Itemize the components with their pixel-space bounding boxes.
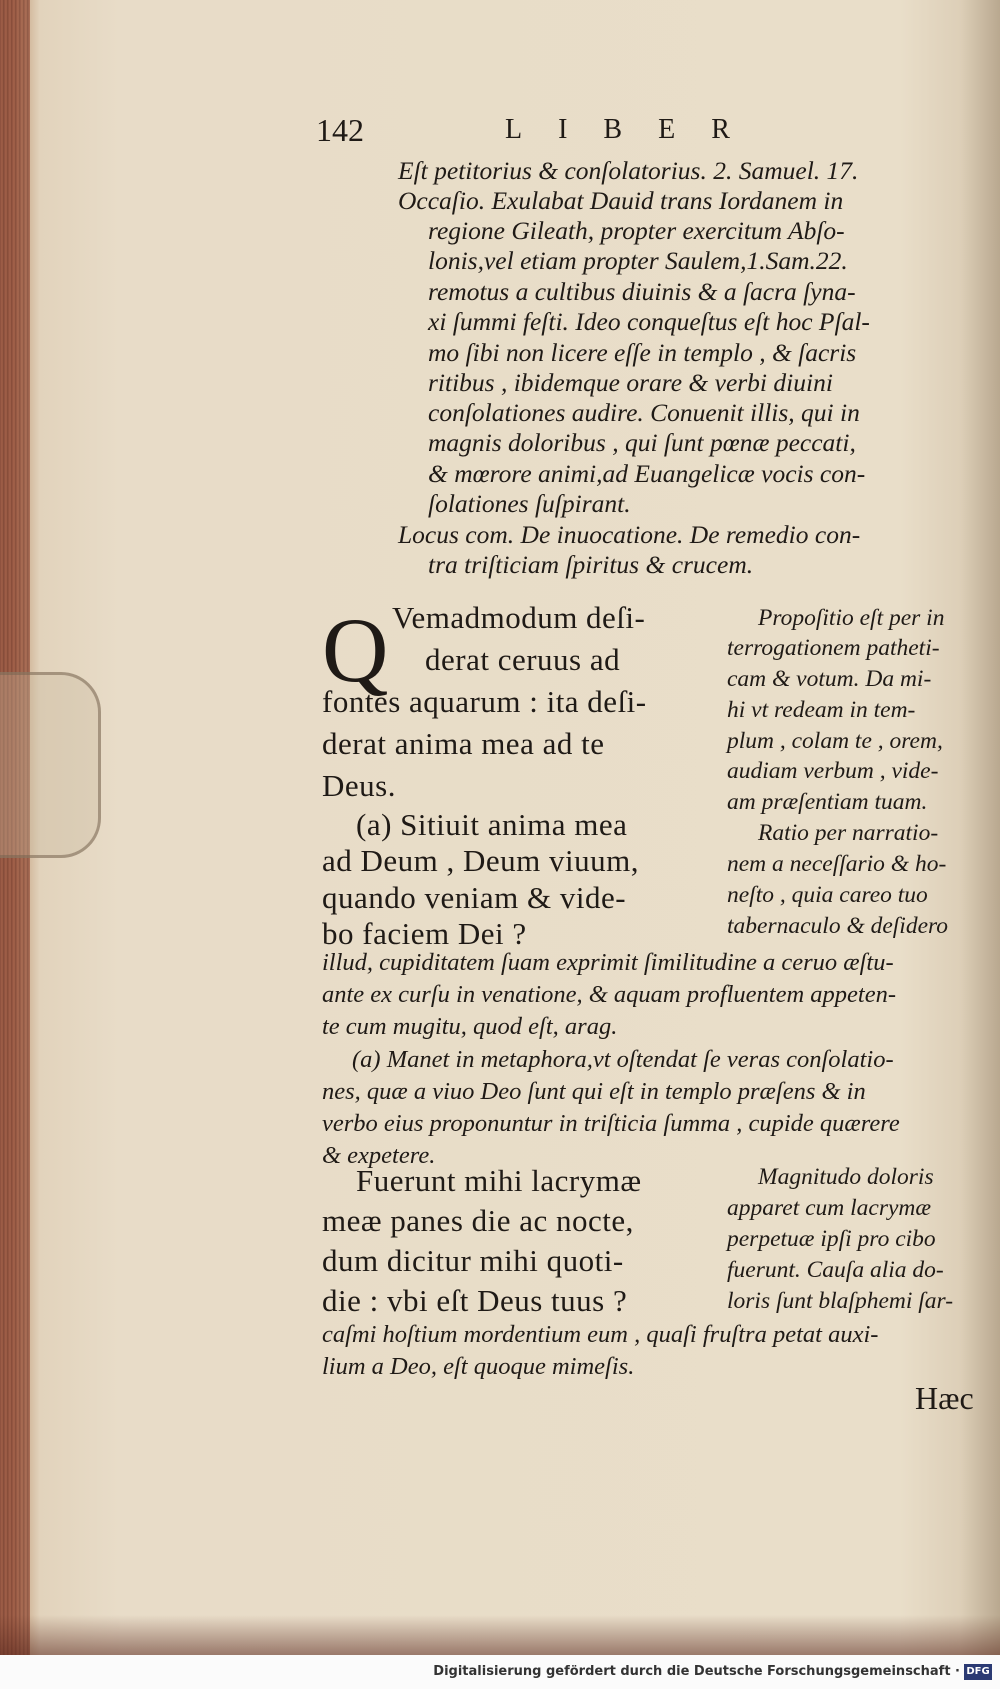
note-line: lium a Deo, eſt quoque mimeſis. bbox=[322, 1353, 635, 1380]
footer-credit: Digitalisierung gefördert durch die Deutsche Forschungsgemeinschaft · bbox=[433, 1664, 960, 1679]
intro-line: mo ſibi non licere eſſe in templo , & ſacris bbox=[428, 338, 857, 367]
verse-line: Deus. bbox=[322, 768, 396, 803]
verse-line: quando veniam & vide- bbox=[322, 880, 627, 915]
intro-line: xi ſummi feſti. Ideo conqueſtus eſt hoc Pſal- bbox=[428, 307, 870, 336]
intro-line: magnis doloribus , qui ſunt pœnæ peccati, bbox=[428, 428, 856, 457]
note-line: caſmi hoſtium mordentium eum , quaſi fruſtra petat auxi- bbox=[322, 1321, 879, 1348]
verse-line: meæ panes die ac nocte, bbox=[322, 1203, 634, 1238]
running-head: LIBER bbox=[505, 114, 766, 145]
margin-line: apparet cum lacrymæ bbox=[727, 1195, 932, 1221]
page-number: 142 bbox=[316, 112, 364, 148]
margin-line: plum , colam te , orem, bbox=[727, 728, 943, 754]
intro-line: Locus com. De inuocatione. De remedio con- bbox=[398, 520, 861, 549]
margin-line: cam & votum. Da mi- bbox=[727, 666, 932, 692]
note-line: & expetere. bbox=[322, 1142, 436, 1169]
verse-line: derat ceruus ad bbox=[425, 642, 621, 677]
intro-line: conſolationes audire. Conuenit illis, qui in bbox=[428, 398, 860, 427]
margin-line: Magnitudo doloris bbox=[758, 1164, 934, 1190]
margin-line: nem a neceſſario & ho- bbox=[727, 851, 947, 877]
margin-line: am præſentiam tuam. bbox=[727, 789, 928, 815]
verse-line: derat anima mea ad te bbox=[322, 726, 605, 761]
margin-line: Propoſitio eſt per in bbox=[758, 605, 945, 631]
page-bottom-shadow bbox=[0, 1615, 1000, 1655]
note-line: (a) Manet in metaphora,vt oſtendat ſe veras conſolatio- bbox=[352, 1046, 894, 1073]
verse-line: ad Deum , Deum viuum, bbox=[322, 843, 640, 878]
margin-line: terrogationem patheti- bbox=[727, 635, 940, 661]
intro-line: & mœrore animi,ad Euangelicæ vocis con- bbox=[428, 459, 866, 488]
digitization-footer bbox=[0, 1655, 1000, 1689]
verse-line: (a) Sitiuit anima mea bbox=[356, 807, 628, 842]
margin-line: Ratio per narratio- bbox=[758, 820, 939, 846]
drop-cap: Q bbox=[322, 599, 389, 701]
note-line: nes, quæ a viuo Deo ſunt qui eſt in templo præſens & in bbox=[322, 1078, 866, 1105]
catchword: Hæc bbox=[915, 1380, 974, 1416]
verse-line: dum dicitur mihi quoti- bbox=[322, 1243, 624, 1278]
verse-line: Fuerunt mihi lacrymæ bbox=[356, 1163, 642, 1198]
book-clasp bbox=[0, 672, 101, 858]
verse-line: fontes aquarum : ita deſi- bbox=[322, 684, 647, 719]
intro-line: Occaſio. Exulabat Dauid trans Iordanem in bbox=[398, 186, 844, 215]
note-line: illud, cupiditatem ſuam exprimit ſimilitudine a ceruo æſtu- bbox=[322, 949, 894, 976]
note-line: ante ex curſu in venatione, & aquam profluentem appeten- bbox=[322, 981, 897, 1008]
intro-line: ritibus , ibidemque orare & verbi diuini bbox=[428, 368, 833, 397]
margin-line: neſto , quia careo tuo bbox=[727, 882, 928, 908]
margin-line: loris ſunt blaſphemi ſar- bbox=[727, 1288, 954, 1314]
intro-line: tra triſticiam ſpiritus & crucem. bbox=[428, 550, 754, 579]
margin-line: tabernaculo & deſidero bbox=[727, 913, 949, 939]
margin-line: perpetuæ ipſi pro cibo bbox=[727, 1226, 936, 1252]
verse-line: die : vbi eſt Deus tuus ? bbox=[322, 1283, 628, 1318]
intro-line: ſolationes ſuſpirant. bbox=[428, 489, 631, 518]
verse-line: Vemadmodum deſi- bbox=[392, 600, 646, 635]
intro-line: regione Gileath, propter exercitum Abſo- bbox=[428, 216, 845, 245]
intro-line: lonis,vel etiam propter Saulem,1.Sam.22. bbox=[428, 246, 848, 275]
intro-line: remotus a cultibus diuinis & a ſacra ſyna- bbox=[428, 277, 856, 306]
intro-line: Eſt petitorius & conſolatorius. 2. Samuel. 17. bbox=[398, 156, 859, 185]
margin-line: audiam verbum , vide- bbox=[727, 758, 939, 784]
note-line: verbo eius proponuntur in triſticia ſumma , cupide quærere bbox=[322, 1110, 900, 1137]
margin-line: hi vt redeam in tem- bbox=[727, 697, 916, 723]
dfg-logo-icon: DFG bbox=[964, 1664, 992, 1680]
margin-line: fuerunt. Cauſa alia do- bbox=[727, 1257, 944, 1283]
note-line: te cum mugitu, quod eſt, arag. bbox=[322, 1013, 618, 1040]
verse-line: bo faciem Dei ? bbox=[322, 916, 527, 951]
